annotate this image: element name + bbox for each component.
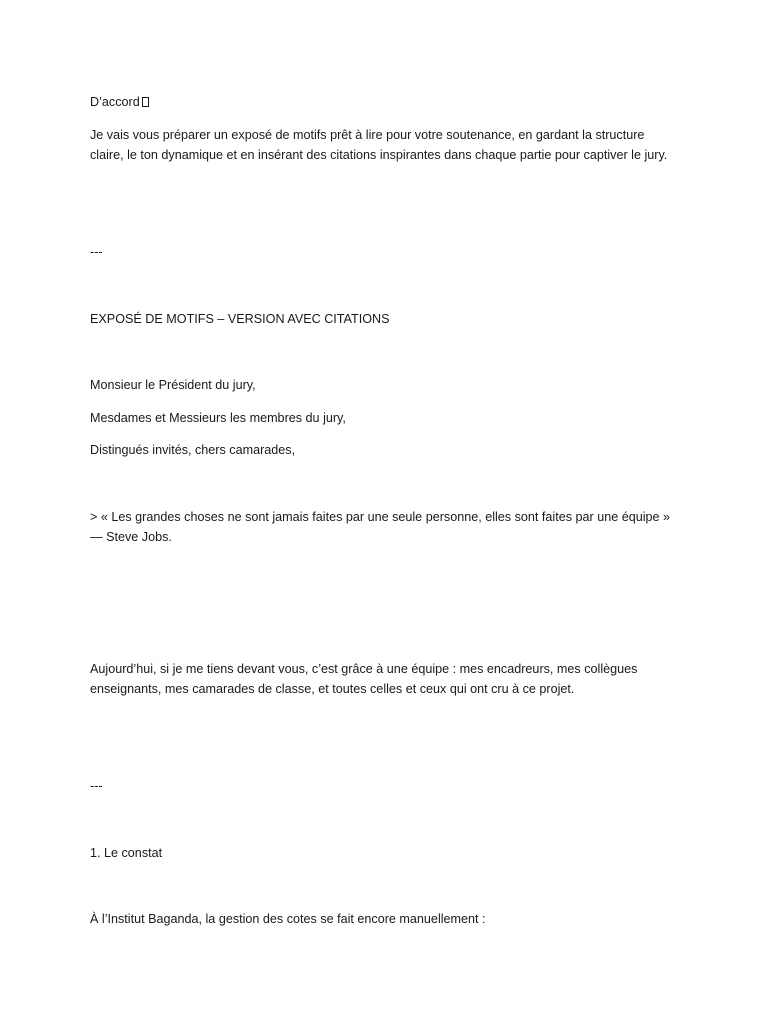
separator: --- xyxy=(90,779,103,793)
paragraph-line-2: enseignants, mes camarades de classe, et toutes celles et ceux qui ont cru à ce projet. xyxy=(90,682,575,696)
document-heading: EXPOSÉ DE MOTIFS – VERSION AVEC CITATIONS xyxy=(90,312,390,326)
separator: --- xyxy=(90,245,103,259)
salutation-line-1: Monsieur le Président du jury, xyxy=(90,378,256,392)
section-1-text: À l’Institut Baganda, la gestion des cotes se fait encore manuellement : xyxy=(90,912,486,926)
section-1-title: 1. Le constat xyxy=(90,846,163,860)
quote-line-1: > « Les grandes choses ne sont jamais faites par une seule personne, elles sont faites par une équipe » xyxy=(90,510,671,524)
intro-line-1: Je vais vous préparer un exposé de motifs prêt à lire pour votre soutenance, en gardant la structure xyxy=(90,128,645,142)
intro-line-2: claire, le ton dynamique et en insérant des citations inspirantes dans chaque partie pour captiver le jury. xyxy=(90,148,668,162)
salutation-line-3: Distingués invités, chers camarades, xyxy=(90,443,296,457)
salutation-line-2: Mesdames et Messieurs les membres du jury, xyxy=(90,411,346,425)
greeting-text: D’accord xyxy=(90,95,140,109)
paragraph-line-1: Aujourd’hui, si je me tiens devant vous, c’est grâce à une équipe : mes encadreurs, mes collègues xyxy=(90,662,638,676)
quote-attribution: — Steve Jobs. xyxy=(90,530,172,544)
greeting-line xyxy=(90,92,690,112)
missing-emoji-icon xyxy=(142,97,149,107)
